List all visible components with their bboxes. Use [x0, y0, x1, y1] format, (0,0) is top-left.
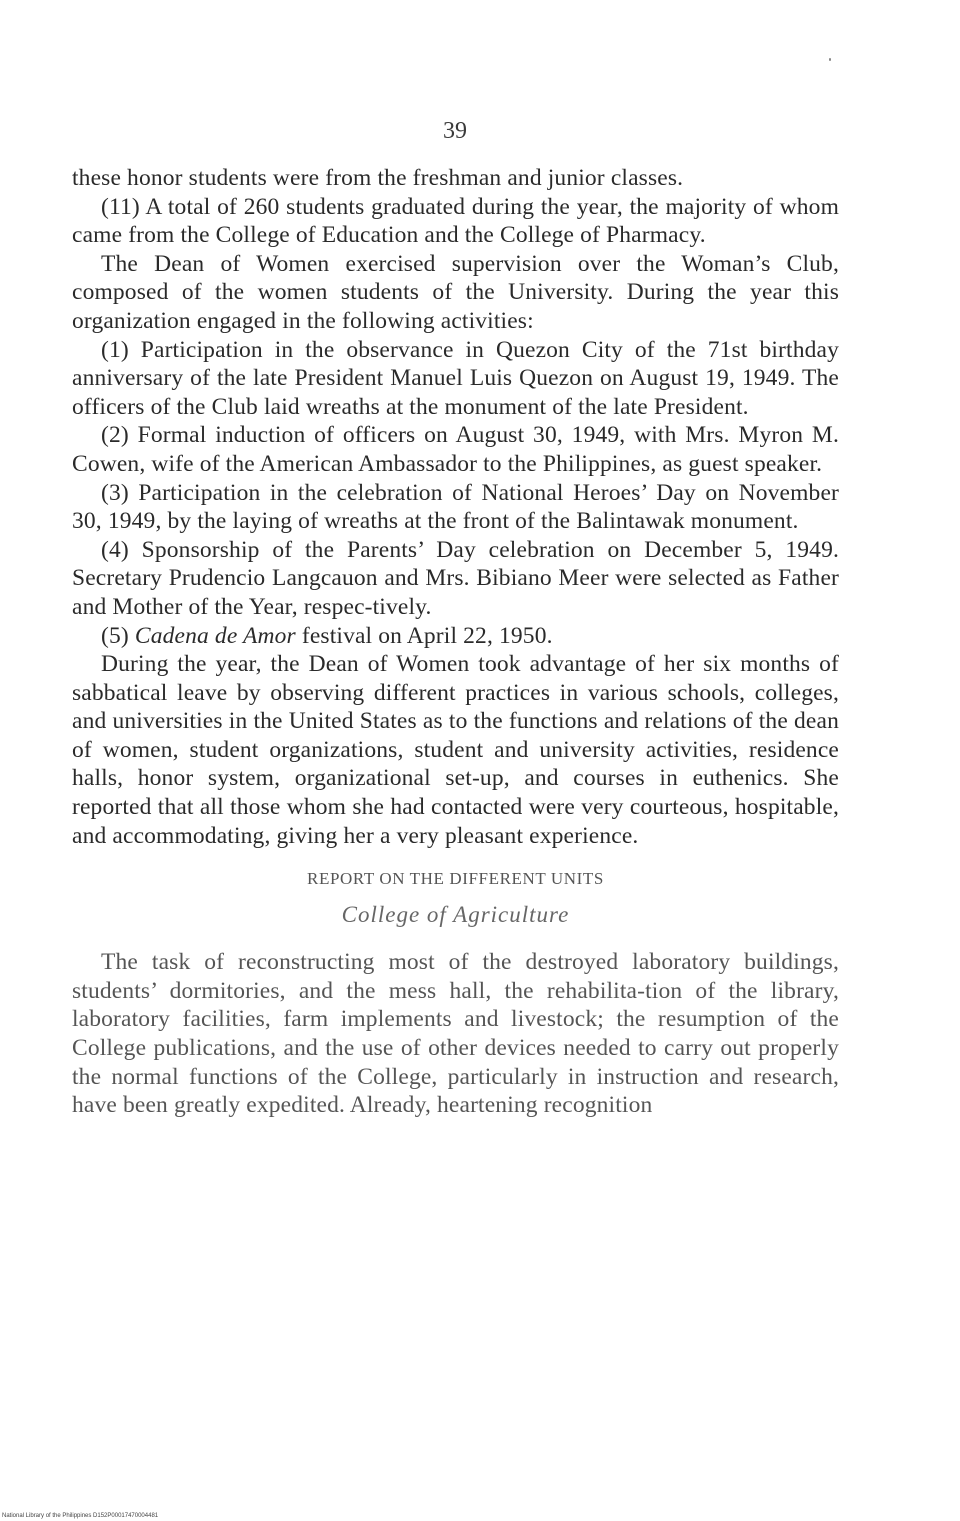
- page-body: [72, 164, 839, 1120]
- paragraph-agriculture: The task of reconstructing most of the destroyed laboratory buildings, students’ dormitories, and the mess hall, the rehabilita-tion of the library, laboratory facilities, farm implements and livestock; the resumption of the College publications, and the use of other devices needed to carry out properly the normal functions of the College, particularly in instruction and research, have been greatly expedited. Already, heartening recognition: [72, 949, 839, 1119]
- page-number: 39: [443, 118, 467, 144]
- paragraph-sabbatical: During the year, the Dean of Women took advantage of her six months of sabbatical leave by observing different practices in various schools, colleges, and universities in the United States as to the functions and relations of the dean of women, student organizations, student and university activities, residence halls, honor system, organizational set-up, and courses in euthenics. She reported that all those whom she had contacted were very courteous, hospitable, and accommodating, giving her a very pleasant experience.: [72, 651, 839, 849]
- activity-item-2: (2) Formal induction of officers on August 30, 1949, with Mrs. Myron M. Cowen, wife of the American Ambassador to the Philippines, as guest speaker.: [72, 422, 839, 477]
- activity-item-5-prefix: (5): [101, 622, 135, 649]
- activity-item-1: (1) Participation in the observance in Quezon City of the 71st birthday anniversary of the late President Manuel Luis Quezon on August 19, 1949. The officers of the Club laid wreaths at the monument of the late President.: [72, 336, 839, 420]
- scan-speck: [829, 58, 831, 61]
- activity-item-4: (4) Sponsorship of the Parents’ Day celebration on December 5, 1949. Secretary Prudencio Langcauon and Mrs. Bibiano Meer were selected as Father and Mother of the Year, respec-tively.: [72, 536, 839, 620]
- footer-caption: National Library of the Philippines D152P00017470004481: [2, 1513, 159, 1519]
- paragraph-dean-of-women: The Dean of Women exercised supervision over the Woman’s Club, composed of the women students of the University. During the year this organization engaged in the following activities:: [72, 250, 839, 334]
- paragraph-graduates: (11) A total of 260 students graduated during the year, the majority of whom came from the College of Education and the College of Pharmacy.: [72, 193, 839, 249]
- festival-name: Cadena de Amor: [134, 622, 296, 649]
- activity-item-3: (3) Participation in the celebration of National Heroes’ Day on November 30, 1949, by the laying of wreaths at the front of the Balintawak monument.: [72, 479, 839, 535]
- subsection-heading: College of Agriculture: [341, 902, 570, 928]
- section-heading: REPORT ON THE DIFFERENT UNITS: [307, 869, 604, 889]
- activity-item-5: [72, 622, 839, 651]
- paragraph-honor-students: these honor students were from the freshman and junior classes.: [72, 165, 684, 191]
- activity-item-5-suffix: festival on April 22, 1950.: [295, 622, 553, 649]
